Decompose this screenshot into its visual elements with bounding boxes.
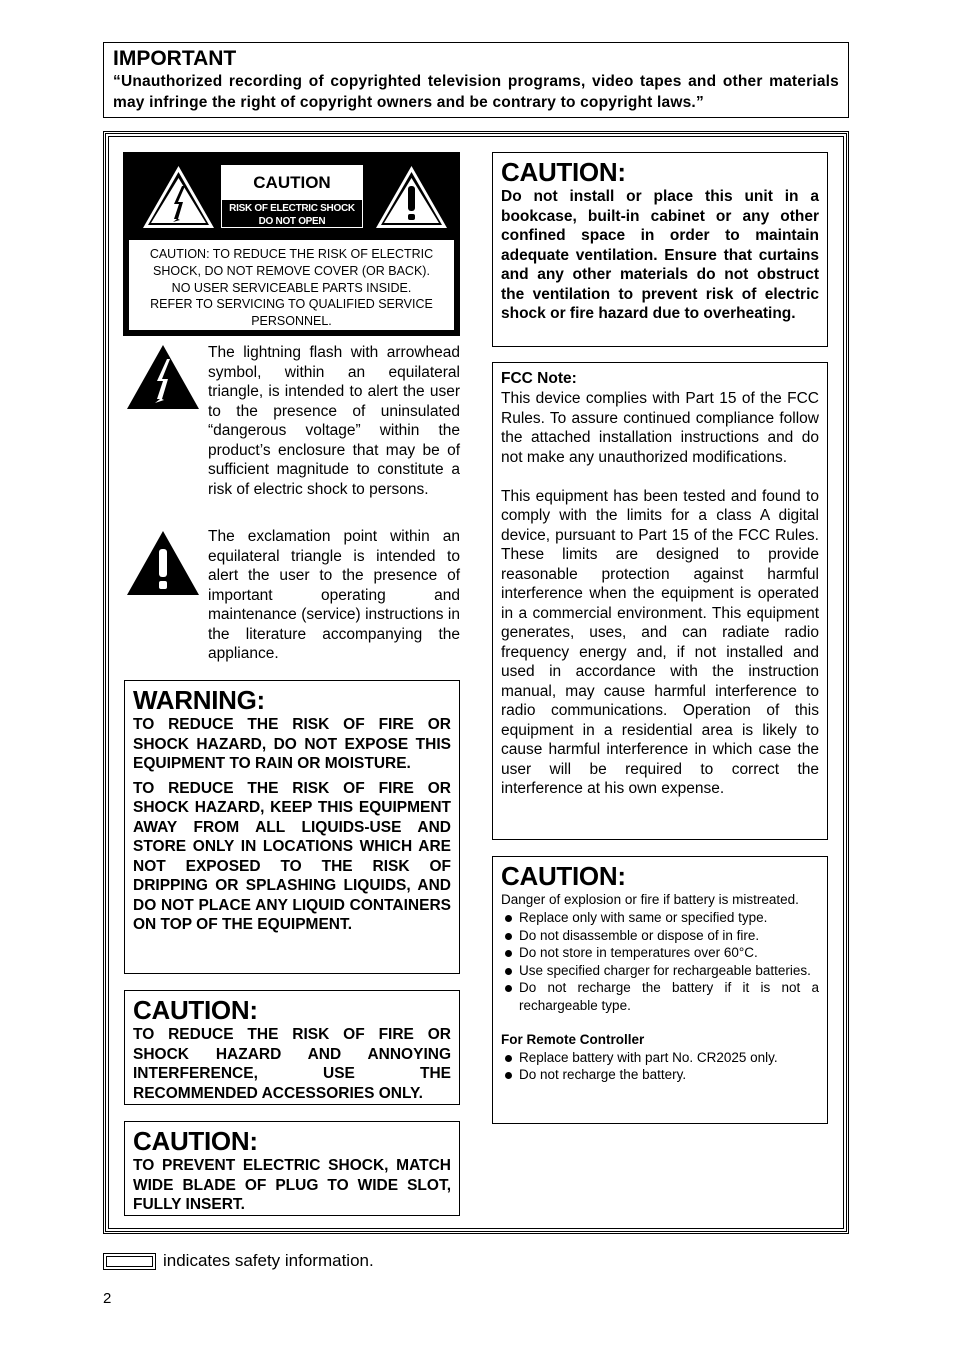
list-item: [501, 979, 819, 1014]
bullet-dot-icon: [505, 1072, 512, 1079]
exclamation-explanation: [123, 527, 460, 667]
important-title: IMPORTANT: [113, 47, 237, 70]
exclamation-triangle-icon: [125, 529, 201, 597]
list-item: [501, 962, 819, 980]
list-item: [501, 909, 819, 927]
caution-plug-box: [124, 1121, 460, 1216]
battery-bullet-list: [501, 909, 819, 1015]
warning-paragraph-1: TO REDUCE THE RISK OF FIRE OR SHOCK HAZARD, DO NOT EXPOSE THIS EQUIPMENT TO RAIN OR MOISTURE.: [133, 716, 451, 772]
warning-paragraph-2: TO REDUCE THE RISK OF FIRE OR SHOCK HAZARD, KEEP THIS EQUIPMENT AWAY FROM ALL LIQUIDS-USE AND STORE ONLY IN LOCATIONS WHICH ARE NOT EXPOSED TO THE RISK OF DRIPPING OR SPLASHING LIQUIDS, AND DO NOT PLACE ANY LIQUID CONTAINERS ON TOP OF THE EQUIPMENT.: [133, 779, 451, 933]
remote-bullet-list: [501, 1049, 819, 1084]
caution-accessories-title: CAUTION:: [133, 995, 258, 1025]
important-notice: [103, 42, 849, 118]
page-number: 2: [103, 1290, 112, 1307]
list-item: [501, 944, 819, 962]
caution-accessories-text: TO REDUCE THE RISK OF FIRE OR SHOCK HAZARD AND ANNOYING INTERFERENCE, USE THE RECOMMENDED ACCESSORIES ONLY.: [133, 1026, 451, 1102]
caution-ventilation-box: [492, 152, 828, 347]
list-item: [501, 927, 819, 945]
bullet-text: Replace only with same or specified type.: [519, 910, 768, 925]
warning-title: WARNING:: [133, 685, 265, 715]
bullet-dot-icon: [505, 985, 512, 992]
lightning-explanation: [123, 343, 460, 521]
caution-label-line: PERSONNEL.: [251, 314, 332, 329]
caution-ventilation-title: CAUTION:: [501, 157, 626, 187]
list-item: [501, 1049, 819, 1067]
important-text: “Unauthorized recording of copyrighted television programs, video tapes and other materials may infringe the right of copyright owners and be contrary to copyright laws.”: [113, 73, 839, 111]
fcc-title: FCC Note:: [501, 370, 577, 387]
bullet-text: Do not recharge the battery if it is not a rechargeable type.: [519, 980, 819, 1013]
bullet-dot-icon: [505, 915, 512, 922]
caution-battery-box: [492, 856, 828, 1124]
bullet-dot-icon: [505, 1055, 512, 1062]
bullet-text: Do not store in temperatures over 60°C.: [519, 945, 758, 961]
bullet-dot-icon: [505, 933, 512, 940]
exclamation-triangle-icon: [374, 164, 449, 230]
bullet-text: Use specified charger for rechargeable batteries.: [519, 962, 811, 978]
list-item: [501, 1066, 819, 1084]
caution-battery-intro: Danger of explosion or fire if battery is mistreated.: [501, 892, 799, 907]
caution-label-line: REFER TO SERVICING TO QUALIFIED SERVICE: [150, 297, 433, 312]
caution-label-risk: [222, 200, 362, 228]
caution-plug-text: TO PREVENT ELECTRIC SHOCK, MATCH WIDE BLADE OF PLUG TO WIDE SLOT, FULLY INSERT.: [133, 1157, 451, 1213]
bullet-text: Do not disassemble or dispose of in fire.: [519, 927, 760, 943]
caution-ventilation-text: Do not install or place this unit in a bookcase, built-in cabinet or any other confined space in order to maintain adequate ventilation. Ensure that curtains and any other materials do not obstruct the ventilation to prevent risk of electric shock or fire hazard due to overheating.: [501, 188, 819, 322]
caution-label-line: NO USER SERVICEABLE PARTS INSIDE.: [171, 280, 412, 295]
safety-frame-icon: [103, 1253, 156, 1270]
caution-label-center: [221, 165, 363, 228]
caution-label-line: CAUTION: TO REDUCE THE RISK OF ELECTRIC: [149, 247, 434, 261]
bullet-text: Replace battery with part No. CR2025 only.: [519, 1049, 778, 1065]
safety-legend-text: indicates safety information.: [163, 1251, 374, 1270]
remote-controller-title: For Remote Controller: [501, 1031, 645, 1047]
caution-label-header: [129, 158, 454, 240]
caution-battery-title: CAUTION:: [501, 861, 626, 891]
bullet-text: Do not recharge the battery.: [519, 1067, 687, 1083]
caution-label-line: SHOCK, DO NOT REMOVE COVER (OR BACK).: [153, 263, 430, 278]
caution-risk-line-1: RISK OF ELECTRIC SHOCK: [229, 203, 355, 214]
caution-label-text: [129, 240, 454, 330]
fcc-paragraph-1: This device complies with Part 15 of the FCC Rules. To assure continued compliance follow the attached installation instructions and do not make any unauthorized modifications.: [501, 390, 819, 466]
fcc-note-box: [492, 362, 828, 840]
caution-label: [123, 152, 460, 336]
fcc-paragraph-2: This equipment has been tested and found to comply with the limits for a class A digital device, pursuant to Part 15 of the FCC Rules. These limits are designed to provide reasonable protection against harmful interference when the equipment is operated in a commercial environment. This equipment generates, uses, and can radiate radio frequency energy and, if not installed and used in accordance with the instruction manual, may cause harmful interference to radio communications. Operation of this equipment in a residential area is likely to cause harmful interference in which case the user will be required to correct the interference at his own expense.: [501, 487, 819, 797]
lightning-triangle-icon: [141, 164, 216, 230]
lightning-explanation-text: The lightning flash with arrowhead symbol, within an equilateral triangle, is intended to alert the user to the presence of uninsulated “dangerous voltage” within the product’s enclosure that may be of sufficient magnitude to constitute a risk of electric shock to persons.: [208, 344, 460, 498]
exclamation-explanation-text: The exclamation point within an equilateral triangle is intended to alert the user to the presence of important operating and maintenance (service) instructions in the literature accompanying the appliance.: [208, 528, 460, 662]
warning-box: [124, 680, 460, 974]
caution-label-title: CAUTION: [222, 166, 362, 200]
bullet-dot-icon: [505, 950, 512, 957]
caution-plug-title: CAUTION:: [133, 1126, 258, 1156]
lightning-triangle-icon: [125, 343, 201, 411]
bullet-dot-icon: [505, 968, 512, 975]
caution-risk-line-2: DO NOT OPEN: [258, 216, 326, 227]
caution-accessories-box: [124, 990, 460, 1105]
